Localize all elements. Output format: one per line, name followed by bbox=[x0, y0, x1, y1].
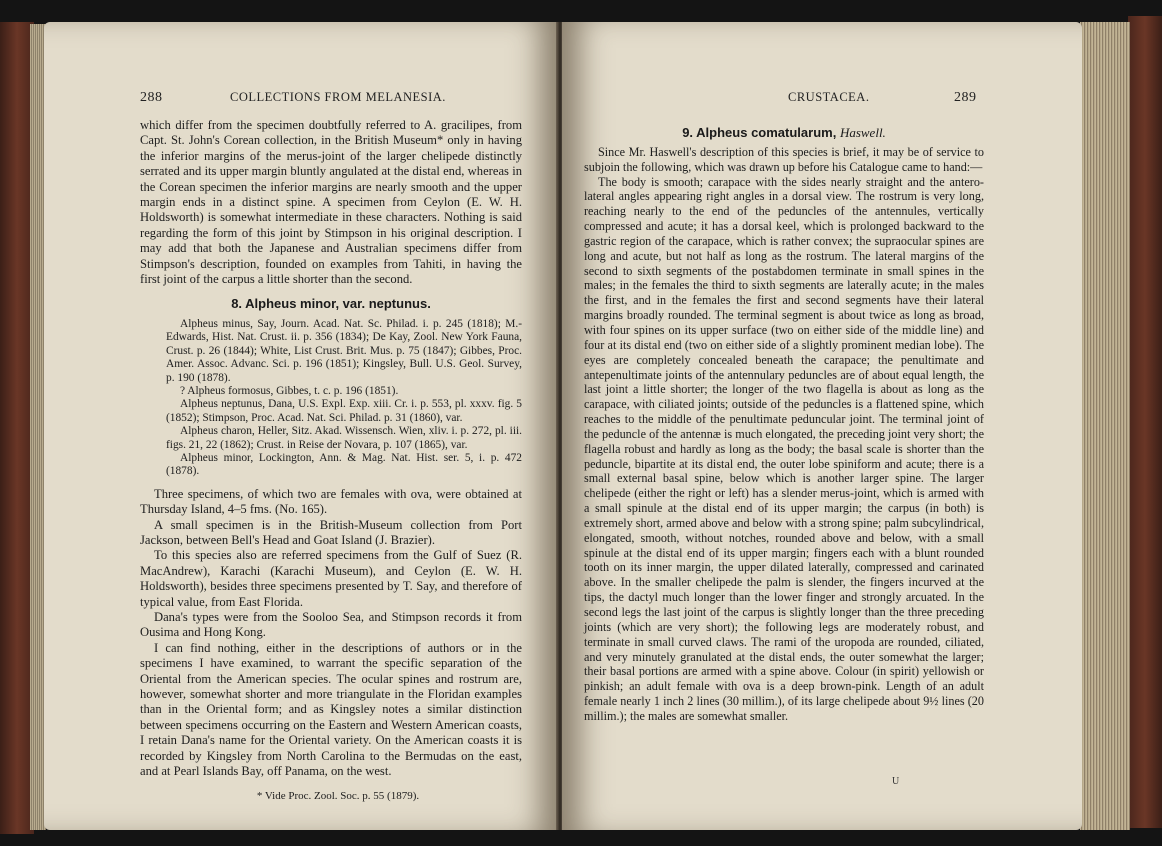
page-number: 288 bbox=[140, 90, 163, 105]
body-paragraph: Three specimens, of which two are females with ova, were obtained at Thursday Island, 4–5 fms. (No. 165). bbox=[140, 486, 522, 517]
page-edges-right bbox=[1080, 22, 1130, 830]
synonymy-entry: Alpheus charon, Heller, Sitz. Akad. Wissensch. Wien, xliv. i. p. 272, pl. iii. figs. 21, 22 (1862); Crust. in Reise der Novara, p. 107 (1865), var. bbox=[166, 425, 522, 451]
body-paragraph: Dana's types were from the Sooloo Sea, and Stimpson records it from Ousima and Hong Kong. bbox=[140, 610, 522, 640]
book-cover-left bbox=[0, 22, 34, 834]
page-number: 289 bbox=[954, 90, 977, 105]
section-author: Haswell. bbox=[839, 125, 886, 140]
section-number: 9. bbox=[682, 125, 694, 140]
section-heading: 8. Alpheus minor, var. neptunus. bbox=[231, 296, 431, 312]
synonymy-entry: ? Alpheus formosus, Gibbes, t. c. p. 196 (1851). bbox=[180, 384, 399, 397]
section-heading bbox=[584, 126, 984, 141]
section-title: Alpheus comatularum, bbox=[696, 125, 837, 140]
right-page-text bbox=[584, 126, 984, 724]
right-page bbox=[562, 22, 1082, 830]
book-cover-right bbox=[1128, 16, 1162, 828]
signature-mark: U bbox=[892, 776, 900, 787]
running-head: CRUSTACEA. bbox=[788, 90, 870, 104]
intro-paragraph: which differ from the specimen doubtfully referred to A. gracilipes, from Capt. St. John's Corean collection, in the British Museum* only in having the inferior margins of the merus-joint of the larger chelipede distinctly serrated and its upper margin bluntly angulated at the distal end, whereas in the Corean specimen the inferior margins are nearly smooth and the upper margin ends in a distinct spine. A specimen from Ceylon (E. W. H. Holdsworth) is somewhat intermediate in these characters. Nothing is said regarding the form of this joint by Stimpson in his original description. I may add that both the Japanese and Australian specimens differ from Stimpson's description, founded on examples from Tahiti, in having the first joint of the carpus a little shorter than the second. bbox=[140, 118, 522, 287]
left-page bbox=[44, 22, 558, 830]
body-paragraph: I can find nothing, either in the descriptions of authors or in the specimens I have examined, to warrant the specific separation of the Oriental from the American species. The ocular spines and rostrum are, however, somewhat shorter and more triangulate in the Floridan examples than in the Oriental form; and as Kingsley notes a similar distinction between specimens occurring on the Eastern and Western American coasts, I retain Dana's name for the Oriental variety. On the American coasts it is recorded by Kingsley from North Carolina to the Bermudas on the east, and at Pearl Islands Bay, off Panama, on the west. bbox=[140, 640, 522, 779]
synonymy-entry: Alpheus minus, Say, Journ. Acad. Nat. Sc. Philad. i. p. 245 (1818); M.-Edwards, Hist. Nat. Crust. ii. p. 356 (1834); De Kay, Zool. New York Fauna, Crust. p. 26 (1844); White, List Crust. Brit. Mus. p. 75 (1847); Gibbes, Proc. Amer. Assoc. Advanc. Sci. p. 196 (1851); Kingsley, Bull. U.S. Geol. Survey, p. 190 (1878). bbox=[166, 317, 522, 384]
body-paragraph: Since Mr. Haswell's description of this species is brief, it may be of service to subjoin the following, which was drawn up before his Catalogue came to hand:— bbox=[584, 144, 984, 174]
body-paragraph: To this species also are referred specimens from the Gulf of Suez (R. MacAndrew), Karachi (Karachi Museum), and Ceylon (E. W. H. Holdsworth), besides three specimens presented by T. Say, and therefore of typical value, from East Florida. bbox=[140, 548, 522, 609]
body-paragraph: The body is smooth; carapace with the sides nearly straight and the antero-lateral angles appearing right angles in a dorsal view. The rostrum is very long, reaching nearly to the end of the peduncles of the antennules, vertically compressed and acute; it has a dorsal keel, which is prolonged backward to the gastric region of the carapace, which is rather convex; the supraocular spines are long and acute, but not half as long as the rostrum. The lateral margins of the second to sixth segments of the postabdomen terminate in small spines in the males; in the females the third to sixth segments are laterally acute; in the males the first, and in the females the first and second segments have their lateral margins broadly rounded. The terminal segment is about twice as long as broad, with four spines on its upper surface (two on either side of the middle line) and four at its distal end (two on either side of a slightly prominent median lobe). The eyes are completely concealed beneath the carapace; the penultimate and antepenultimate joints of the antennulary peduncles are of about equal length, the last joint a little shorter; the longer of the two flagella is about as long as the carapace, with ciliated joints; outside of the peduncles is a flattened spine, which reaches to the middle of the penultimate peduncular joint. The terminal joint of the peduncle of the antennæ is much elongated, the preceding joint very short; the flagella robust and hardly as long as the body; the basal scale is shorter than the peduncle, bipartite at its distal end, the outer lobe spiniform and acute; there is a small external basal spine, below which is another larger spine. The larger chelipede (either the right or left) has a slender merus-joint, which is armed with a small spinule at the distal end of its upper margin; the carpus (in both) is extremely short, armed above and below with a strong spine; palm subcylindrical, elongated, smooth, without notches, rounded above and below, with a small spinule at the distal end of its upper margin; fingers each with a blunt rounded tooth on its inner margin, the upper dilated laterally, compressed and carinated above. In the smaller chelipede the palm is slender, the fingers incurved at the tips, the dactyl much longer than the lower finger and strongly arcuated. In the second legs the last joint of the carpus is slightly longer than the three preceding joints (which are very short); the following legs are moderately robust, and terminate in small curved claws. The rami of the uropoda are rounded, ciliated, and very minutely granulated at the distal ends, the outer somewhat the larger; their basal portions are armed with a spine above. Colour (in spirit) yellowish or pinkish; an adult female with ova is a deep brown-pink. Length of an adult female nearly 1 inch 2 lines (30 millim.), of its large chelipede about 9½ lines (20 millim.); the males are somewhat smaller. bbox=[584, 174, 984, 723]
running-head: COLLECTIONS FROM MELANESIA. bbox=[230, 90, 446, 104]
left-page-text bbox=[140, 118, 522, 805]
footnote: * Vide Proc. Zool. Soc. p. 55 (1879). bbox=[256, 790, 420, 803]
synonymy-entry: Alpheus neptunus, Dana, U.S. Expl. Exp. xiii. Cr. i. p. 553, pl. xxxv. fig. 5 (1852); Stimpson, Proc. Acad. Nat. Sci. Philad. p. 31 (1860), var. bbox=[166, 398, 522, 424]
synonymy-entry: Alpheus minor, Lockington, Ann. & Mag. Nat. Hist. ser. 5, i. p. 472 (1878). bbox=[166, 451, 522, 478]
body-paragraph: A small specimen is in the British-Museum collection from Port Jackson, between Bell's Head and Goat Island (J. Brazier). bbox=[140, 517, 522, 547]
